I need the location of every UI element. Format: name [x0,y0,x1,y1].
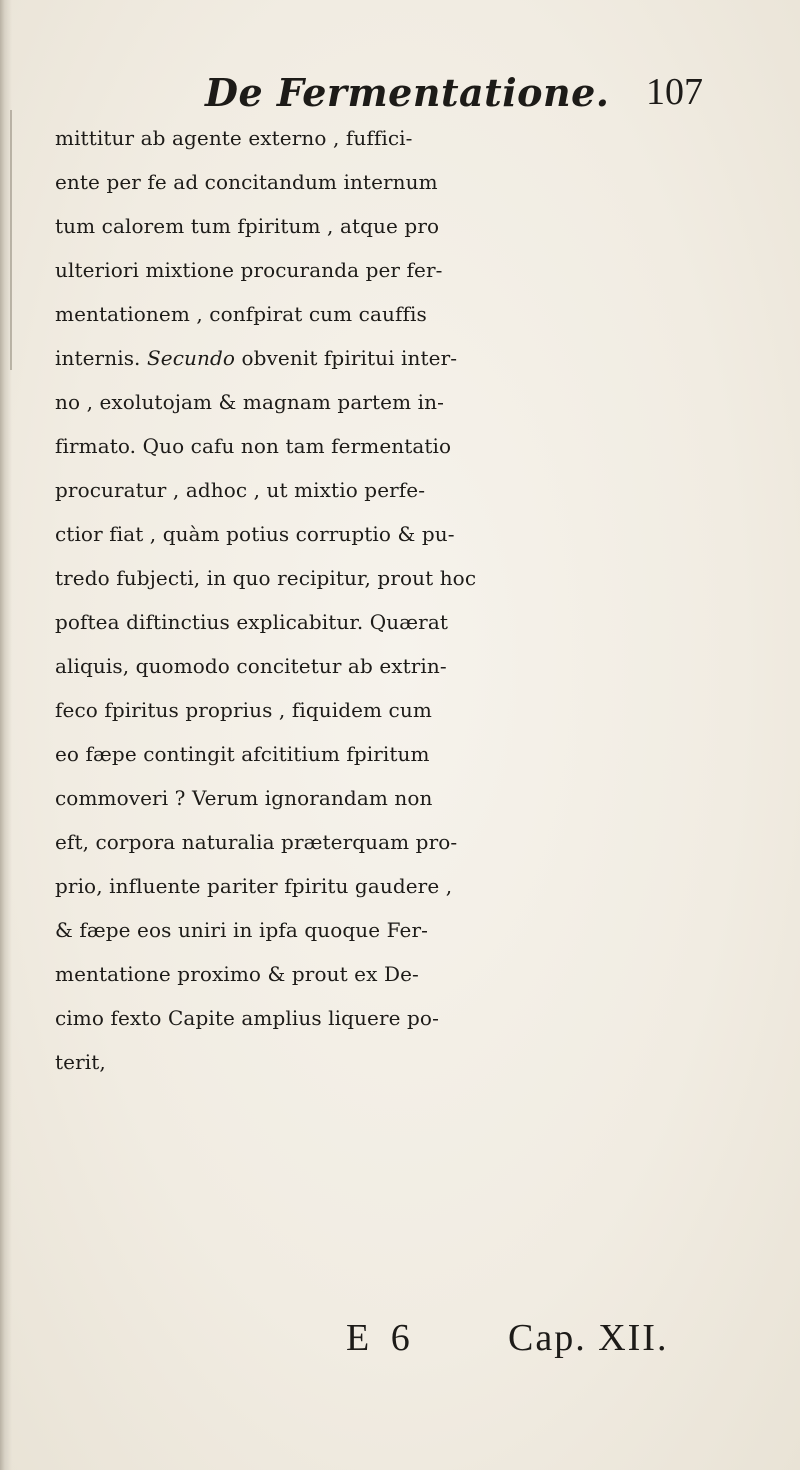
text-line: tum calorem tum fpiritum , atque pro [55,214,440,238]
text-segment: obvenit fpiritui inter- [235,346,458,370]
text-line: tredo fubjecti, in quo recipitur, prout hoc [55,566,477,590]
text-line: procuratur , adhoc , ut mixtio perfe- [55,478,426,502]
page-number: 107 [646,71,703,113]
text-line [55,336,775,380]
page-footer [0,1316,800,1376]
signature-mark: E 6 [346,1317,416,1359]
text-line: eft, corpora naturalia præterquam pro- [55,830,458,854]
text-line: ente per fe ad concitandum internum [55,170,438,194]
text-line: aliquis, quomodo concitetur ab extrin- [55,654,447,678]
text-line: terit, [55,1050,106,1074]
text-line: cimo fexto Capite amplius liquere po- [55,1006,439,1030]
text-line: prio, influente pariter fpiritu gaudere , [55,874,453,898]
text-line: no , exolutojam & magnam partem in- [55,390,444,414]
text-line: ctior fiat , quàm potius corruptio & pu- [55,522,455,546]
text-line: eo fæpe contingit afcititium fpiritum [55,742,430,766]
text-line: mittitur ab agente externo , fuffici- [55,126,413,150]
text-line: mentationem , confpirat cum cauffis [55,302,427,326]
text-line: firmato. Quo cafu non tam fermentatio [55,434,452,458]
text-line: commoveri ? Verum ignorandam non [55,786,433,810]
running-title: De Fermentatione. [205,70,610,115]
text-line: & fæpe eos uniri in ipfa quoque Fer- [55,918,428,942]
catchword: Cap. XII. [508,1317,669,1359]
text-line: feco fpiritus proprius , fiquidem cum [55,698,432,722]
italic-word: Secundo [146,346,236,370]
page-header [0,64,800,124]
binding-shadow-line [10,110,12,370]
text-line: mentatione proximo & prout ex De- [55,962,419,986]
text-line: ulteriori mixtione procuranda per fer- [55,258,443,282]
text-line: poftea diftinctius explicabitur. Quærat [55,610,448,634]
text-segment: internis. [55,346,147,370]
body-text [55,116,775,1084]
